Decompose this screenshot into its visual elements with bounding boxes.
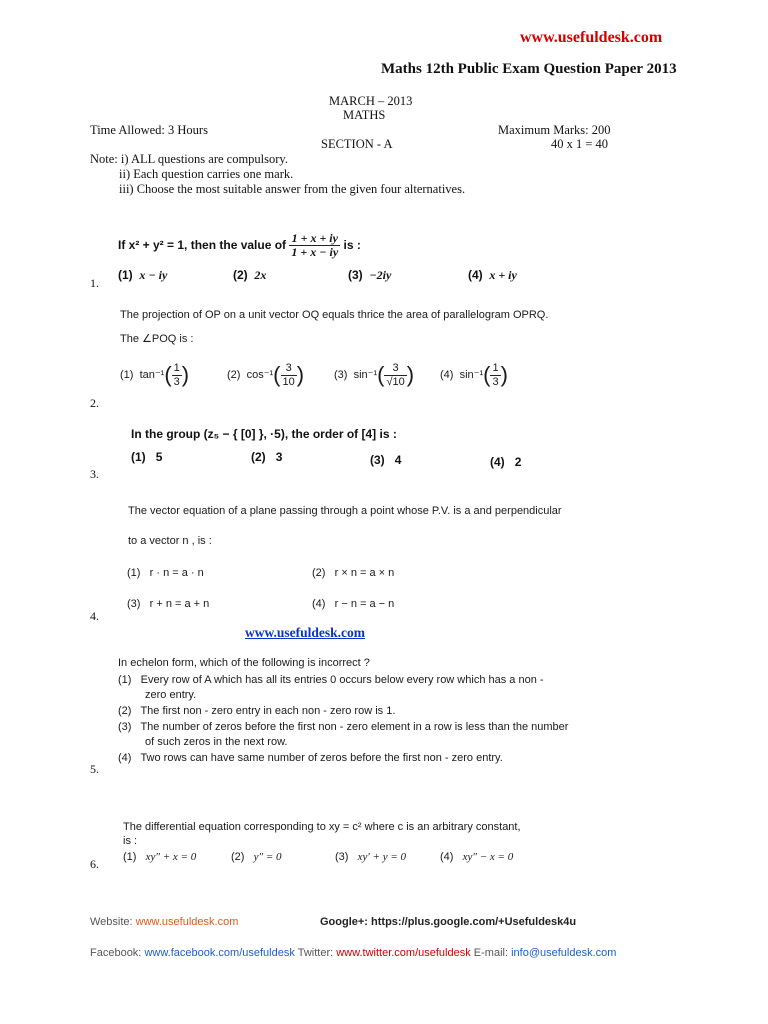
q1-option-1 [118, 268, 167, 283]
q1-stem [118, 232, 361, 259]
option-fn: tan⁻¹ [139, 368, 165, 381]
option-text: r · n = a · n [149, 567, 204, 579]
option-num: 3 [384, 362, 406, 375]
option-num: 3 [281, 362, 297, 375]
option-text: r + n = a + n [149, 598, 210, 610]
q2-option-1: (1) tan⁻¹( $\frac{1}{3}$ ) [120, 362, 190, 388]
time-allowed: Time Allowed: 3 Hours [90, 123, 208, 137]
q6-option-2 [231, 851, 282, 863]
option-text: x + iy [489, 268, 517, 282]
q2-stem-line-2: The ∠POQ is : [120, 333, 194, 345]
q3-option-2 [251, 450, 282, 464]
option-text: xy″ − x = 0 [462, 851, 514, 863]
q2-stem-line-1: The projection of OP on a unit vector OQ equals thrice the area of parallelogram OPRQ. [120, 309, 549, 321]
footer-facebook-link[interactable]: www.facebook.com/usefuldesk [144, 947, 295, 959]
q3-option-4 [490, 455, 521, 469]
option-label: (1) [131, 450, 146, 464]
footer-google [320, 916, 576, 928]
option-label: (1) [127, 567, 141, 579]
footer-facebook-label: Facebook: [90, 947, 142, 959]
q4-option-2 [312, 567, 394, 579]
option-label: (4) [468, 268, 483, 282]
q6-stem-line-2: is : [123, 835, 138, 847]
option-label: (2) [233, 268, 248, 282]
q2-number: 2. [90, 396, 99, 410]
q1-option-4 [468, 268, 517, 283]
q5-option-1 [118, 674, 544, 686]
footer-twitter-label: Twitter: [297, 947, 334, 959]
q4-option-3 [127, 598, 209, 610]
footer-twitter-link[interactable]: www.twitter.com/usefuldesk [336, 947, 471, 959]
note-line-2: ii) Each question carries one mark. [119, 167, 294, 181]
option-label: (3) [334, 368, 348, 381]
option-label: (3) [348, 268, 363, 282]
note-line-1: Note: i) ALL questions are compulsory. [90, 152, 288, 166]
option-fn: sin⁻¹ [353, 368, 378, 381]
q1-option-3 [348, 268, 391, 283]
q6-number: 6. [90, 857, 99, 871]
option-text: Two rows can have same number of zeros before the first non - zero entry. [140, 752, 503, 764]
q1-fraction [289, 232, 340, 259]
footer-email-label: E-mail: [473, 947, 509, 959]
option-text: y″ = 0 [253, 851, 282, 863]
exam-subject: MATHS [343, 108, 386, 122]
q3-option-1 [131, 450, 162, 464]
option-den: 10 [282, 375, 295, 388]
option-label: (3) [335, 851, 349, 863]
option-label: (1) [118, 674, 132, 686]
option-text: r × n = a × n [334, 567, 395, 579]
option-text: The number of zeros before the first non - zero element in a row is less than the number [140, 721, 569, 733]
footer-google-link[interactable]: https://plus.google.com/+Usefuldesk4u [371, 916, 577, 928]
q5-option-2 [118, 705, 395, 717]
q6-option-3 [335, 851, 406, 863]
q1-number: 1. [90, 276, 99, 290]
option-text: −2iy [369, 268, 392, 282]
option-num: 1 [492, 362, 499, 375]
option-label: (4) [312, 598, 326, 610]
q5-option-1-cont: zero entry. [145, 689, 197, 701]
q5-number: 5. [90, 762, 99, 776]
footer-email-link[interactable]: info@usefuldesk.com [511, 947, 617, 959]
option-num: 1 [173, 362, 180, 375]
q2-option-2: (2) cos⁻¹( $\frac{3}{10}$ ) [227, 362, 305, 388]
option-text: 2x [254, 268, 267, 282]
q1-stem-post: is : [343, 237, 361, 252]
option-label: (4) [118, 752, 132, 764]
q6-stem-line-1: The differential equation corresponding to xy = c² where c is an arbitrary constant, [123, 821, 521, 833]
option-den: 3 [492, 375, 499, 388]
option-label: (1) [120, 368, 134, 381]
option-label: (2) [251, 450, 266, 464]
option-text: The first non - zero entry in each non - zero row is 1. [140, 705, 396, 717]
q2-option-3: (3) sin⁻¹( $\frac{3}{√10}$ ) [334, 362, 415, 388]
footer-google-label: Google+: [320, 916, 368, 928]
option-label: (2) [227, 368, 241, 381]
section-heading: SECTION - A [321, 137, 393, 151]
q5-option-4 [118, 752, 503, 764]
q4-option-1 [127, 567, 204, 579]
option-label: (3) [370, 453, 385, 467]
q5-stem: In echelon form, which of the following is incorrect ? [118, 657, 370, 669]
option-text: 3 [275, 450, 283, 464]
maximum-marks: Maximum Marks: 200 [498, 123, 611, 137]
q4-stem-line-2: to a vector n , is : [128, 535, 212, 547]
q2-option-4: (4) sin⁻¹( $\frac{1}{3}$ ) [440, 362, 508, 388]
option-label: (2) [312, 567, 326, 579]
option-text: r − n = a − n [334, 598, 395, 610]
q4-stem-line-1: The vector equation of a plane passing through a point whose P.V. is a and perpendicular [128, 505, 562, 517]
q1-stem-pre: If x² + y² = 1, then the value of [118, 237, 287, 252]
option-text: 2 [514, 455, 522, 469]
option-den: √10 [386, 375, 405, 388]
option-fn: sin⁻¹ [459, 368, 484, 381]
site-url-header[interactable]: www.usefuldesk.com [520, 29, 663, 46]
q6-option-4 [440, 851, 513, 863]
q5-option-3 [118, 721, 568, 733]
page-title: Maths 12th Public Exam Question Paper 2013 [381, 61, 677, 77]
q3-stem: In the group (z₅ − { [0] }, ·5), the order of [4] is : [131, 427, 397, 441]
footer-contacts [90, 947, 616, 959]
option-label: (3) [127, 598, 141, 610]
footer-website-label: Website: [90, 916, 133, 928]
q4-option-4 [312, 598, 394, 610]
q1-frac-den: 1 + x − iy [291, 245, 339, 260]
marks-formula: 40 x 1 = 40 [551, 137, 609, 151]
option-label: (2) [231, 851, 245, 863]
option-text: xy″ + x = 0 [145, 851, 197, 863]
usefuldesk-link[interactable]: www.usefuldesk.com [245, 625, 366, 640]
option-text: Every row of A which has all its entries 0 occurs below every row which has a non - [140, 674, 544, 686]
q3-option-3 [370, 453, 401, 467]
option-text: x − iy [139, 268, 168, 282]
q4-number: 4. [90, 609, 99, 623]
q5-option-3-cont: of such zeros in the next row. [145, 736, 288, 748]
option-label: (4) [440, 368, 454, 381]
q3-number: 3. [90, 467, 99, 481]
option-text: 5 [155, 450, 163, 464]
option-label: (1) [118, 268, 133, 282]
q1-option-2 [233, 268, 266, 283]
option-den: 3 [173, 375, 180, 388]
exam-month: MARCH – 2013 [329, 94, 413, 108]
footer-website-link[interactable]: www.usefuldesk.com [135, 916, 239, 928]
option-label: (2) [118, 705, 132, 717]
option-label: (1) [123, 851, 137, 863]
option-text: 4 [394, 453, 402, 467]
option-fn: cos⁻¹ [246, 368, 274, 381]
option-label: (4) [490, 455, 505, 469]
option-label: (4) [440, 851, 454, 863]
note-line-3: iii) Choose the most suitable answer from the given four alternatives. [119, 182, 466, 196]
footer-website [90, 916, 238, 928]
option-text: xy′ + y = 0 [357, 851, 407, 863]
q1-frac-num: 1 + x + iy [289, 232, 340, 246]
q6-option-1 [123, 851, 196, 863]
option-label: (3) [118, 721, 132, 733]
